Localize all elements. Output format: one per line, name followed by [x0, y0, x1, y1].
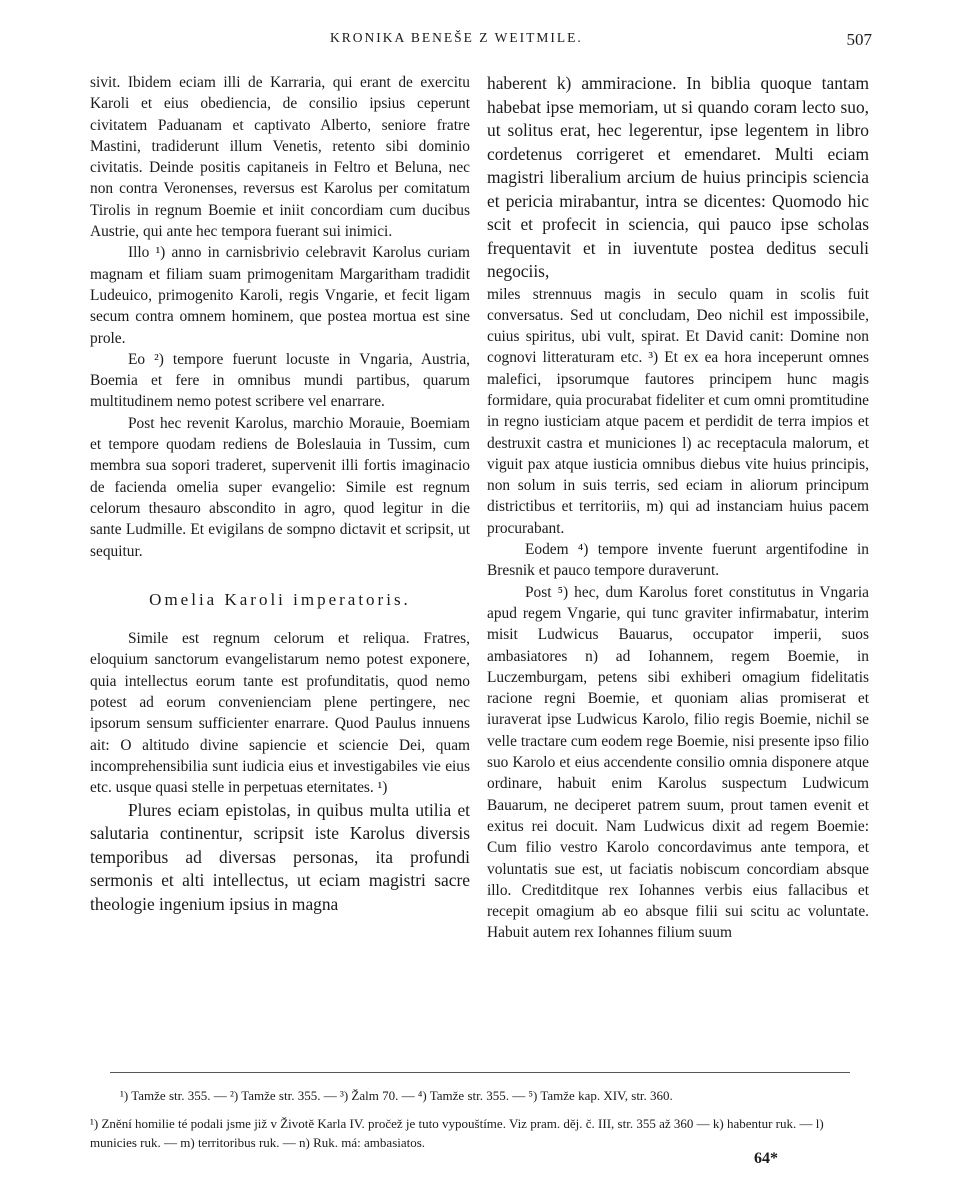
paragraph-homily-text: Simile est regnum celorum et reliqua. Fratres, eloquium sanctorum evangelistarum nemo potest exponere, quia intellectus eorum tante est profunditatis, quod nemo potest ad eorum convenienciam plene pertingere, nec ipsorum sensum sufficienter enarrare. Quod Paulus innuens ait: O altitudo divine sapiencie et sciencie Dei, quam incomprehensibilia sunt iudicia eius et investigabiles vie eius etc. usque quasi stelle in perpetuas eternitates. ¹) [90, 630, 470, 797]
page-number: 507 [846, 30, 872, 49]
paragraph-homily-vision: Post hec revenit Karolus, marchio Morauie, Boemiam et tempore quodam rediens de Boleslauia in Tussim, cum membra sua sopori traderet, supervenit illi fortis imaginacio de facienda omelia super evangelio: Simile est regnum celorum thesauro abscondito in agro, quod legitur in die sante Ludmille. Et evigilans de sompno dictavit et scripsit, ut sequitur. [90, 414, 470, 560]
right-column [487, 72, 869, 944]
paragraph-admiration: haberent k) ammiracione. In biblia quoque tantam habebat ipse memoriam, ut si quando coram lecto suo, ut solitus erat, hec legerentur, ipse legentem in libro cordetenus corrigeret et emendaret. Multi eciam magistri liberalium arcium de huius principis sciencia et pericia mirabantur, intra se dicentes: Quomodo hic scit et profecit in sciencia, qui pauco ipse scholas frequentavit et in iuventute postea deditus seculi negociis, [487, 73, 869, 281]
paragraph-epistles: Plures eciam epistolas, in quibus multa utilia et salutaria continentur, scripsit iste Karolus diversis temporibus ad diversas personas, ita profundi sermonis et alti intellectus, ut eciam magistri sacre theologie ingenium ipsius in magna [90, 799, 470, 914]
paragraph-locusts: Eo ²) tempore fuerunt locuste in Vngaria, Austria, Boemia et fere in omnibus mundi partibus, quarum multitudinem nemo potest scribere vel enarrare. [90, 350, 470, 411]
footnote-divider [110, 1072, 850, 1073]
homily-heading: Omelia Karoli imperatoris. [149, 589, 411, 609]
paragraph-ludwig-envoys: Post ⁵) hec, dum Karolus foret constitutus in Vngaria apud regem Vngarie, qui tunc graviter infirmabatur, interim misit Ludwicus Bauarus, occupator imperii, suos ambasiatores n) ad Iohannem, regem Boemie, in Luczemburgam, petens sibi exhiberi omagium fidelitatis racione regni Boemie, et quoniam alias promiserat et iuraverat ipse Ludwicus Karolo, filio regis Boemie, nichil se velle tractare cum eodem rege Boemie, nisi presente ipso filio suo Karolo et eius accendente consilio omnia disponere atque ordinare, habuit enim Karolus suspectum Ludwicum Bauarum, ne deciperet patrem suum, prout tamen evenit et exitus rei docuit. Nam Ludwicus dixit ad regem Boemie: Cum filio vestro Karolo concordavimus ante tempora, et voluntatis sue est, ut faciatis nobiscum concordiam absque illo. Creditditque rex Iohannes verbis eius fallacibus et recepit omagium ab eo absque filii sui scitu ac voluntate. Habuit autem rex Iohannes filium suum [487, 583, 869, 942]
paragraph-silver-mines: Eodem ⁴) tempore invente fuerunt argentifodine in Bresnik et pauco tempore duraverunt. [487, 541, 869, 580]
left-column [90, 72, 470, 916]
footnote-sources: ¹) Tamže str. 355. — ²) Tamže str. 355. — ³) Žalm 70. — ⁴) Tamže str. 355. — ⁵) Tamže kap. XIV, str. 360. [120, 1088, 673, 1103]
running-title: KRONIKA BENEŠE Z WEITMILE. [330, 30, 583, 45]
running-head [0, 30, 960, 54]
footnote-editorial: ¹) Znění homilie té podali jsme již v Životě Karla IV. pročež je tuto vypouštíme. Viz pram. děj. č. III, str. 355 až 360 — k) habentur ruk. — l) municies ruk. — m) territoribus ruk. — n) Ruk. má: ambasiatos. [90, 1116, 824, 1150]
signature-mark: 64* [754, 1150, 778, 1167]
paragraph-carnival-court: Illo ¹) anno in carnisbrivio celebravit Karolus curiam magnam et filiam suam primogenitam Margaritham tradidit Ludeuico, primogenito Karoli, regis Vngarie, et fecit ligam secum contra omnem hominem, que postea mortua est sine prole. [90, 244, 470, 347]
paragraph-conquest-padua: sivit. Ibidem eciam illi de Karraria, qui erant de exercitu Karoli et eius obediencia, de consilio ipsius ceperunt civitatem Paduanam et captivato Alberto, seniore fratre Mastini, tradiderunt illum Venetis, retento sibi dominio civitatis. Deinde positis capitaneis in Feltro et Beluna, nec non contra Veronenses, reversus est Karolus per comitatum Tirolis in regnum Boemie et iniit concordiam cum ducibus Austrie, qui ante hec tempora fuerant sui inimici. [90, 74, 470, 241]
paragraph-peace-justice: miles strennuus magis in seculo quam in scolis fuit conversatus. Sed ut concludam, Deo nichil est impossibile, cuius spiritus, ubi vult, spirat. Et David canit: Domine non cognovi litteraturam etc. ³) Et ex ea hora inceperunt omnes malefici, ipsorumque fautores principem hunc magis formidare, quia procurabat fideliter et cum omni promtitudine in regno iusticiam atque pacem et perdidit de terra impios et destruxit castra et municiones l) ac receptacula malorum, et viguit pax atque iusticia omnibus diebus vite huius principis, non solum in suis terris, sed eciam in aliorum principum districtibus et territoriis, m) qui ad instanciam huius pacem procurabant. [487, 285, 869, 537]
